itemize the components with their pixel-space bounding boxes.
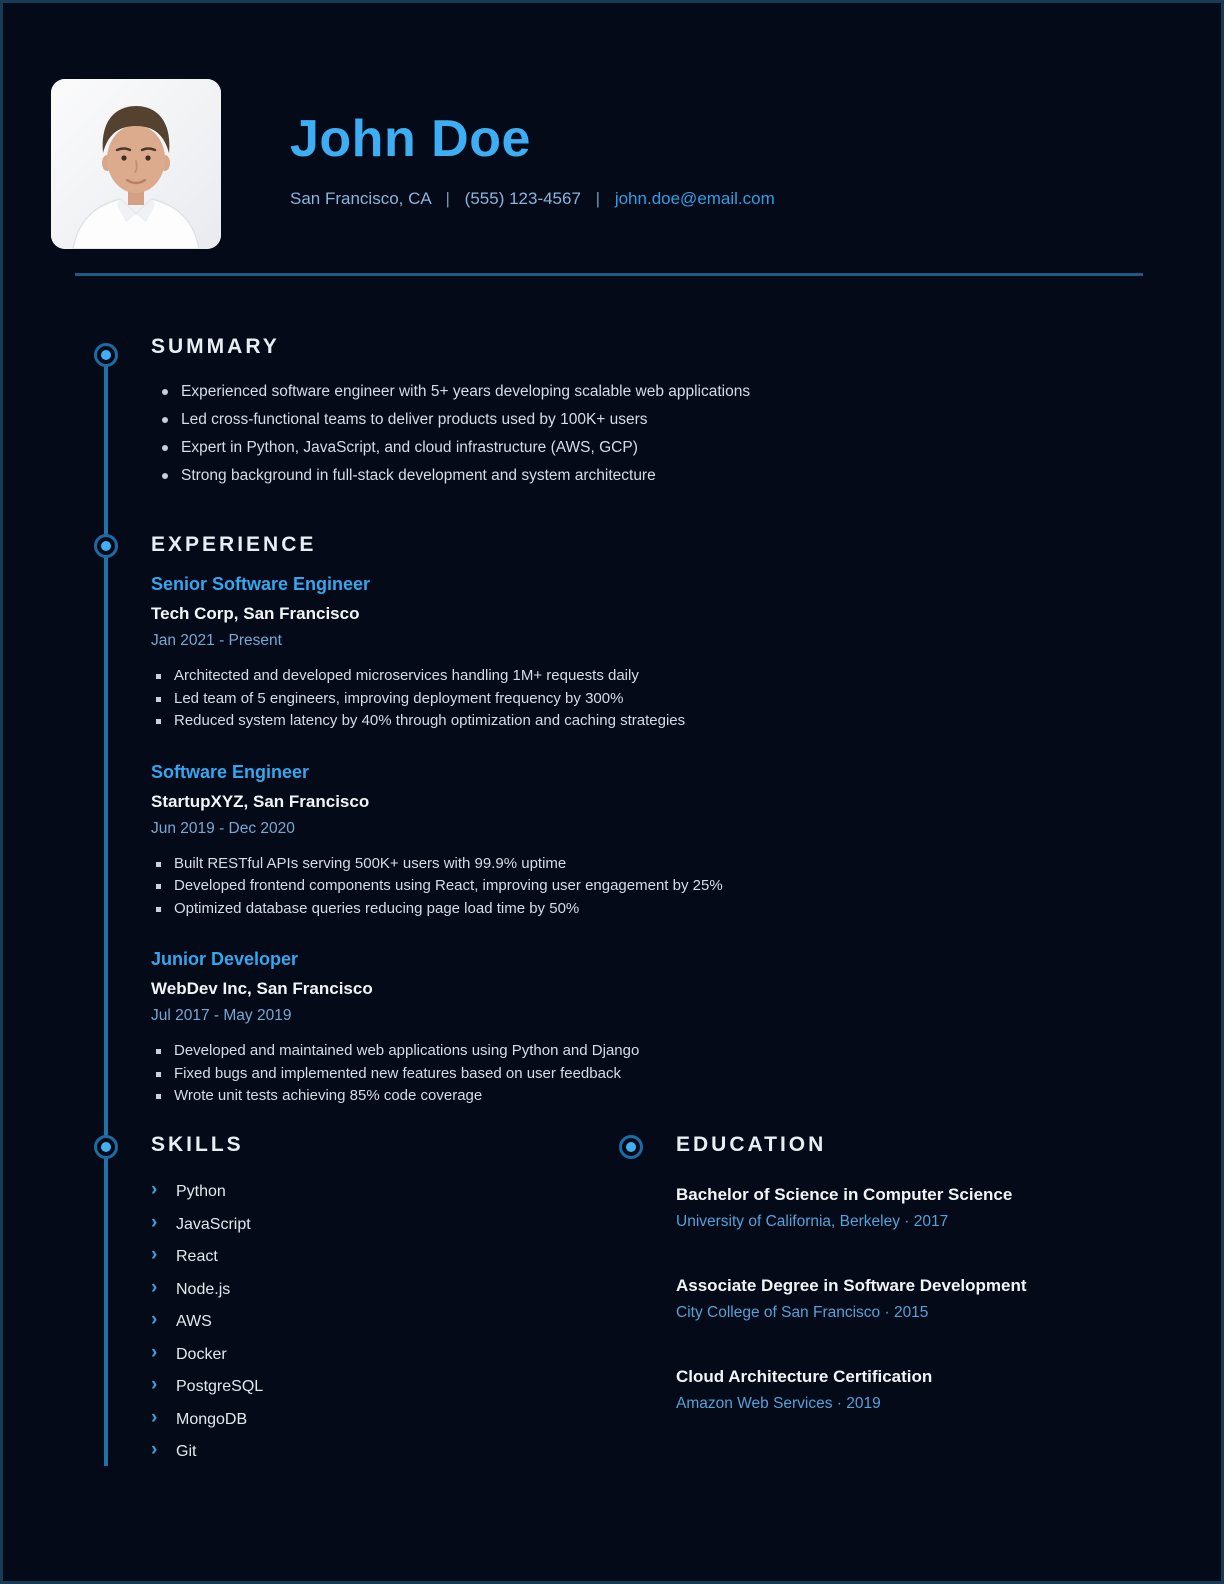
job-dates: Jul 2017 - May 2019 [151,1007,292,1024]
job-bullet: Optimized database queries reducing page load time by 50% [151,898,1111,921]
job-bullet: Wrote unit tests achieving 85% code coverage [151,1085,1111,1108]
summary-list [151,378,1111,490]
job-entry [151,947,1111,1108]
experience-section [151,531,1111,1108]
education-entry [676,1183,1116,1232]
education-degree: Bachelor of Science in Computer Science [676,1185,1013,1204]
education-section [676,1131,1116,1414]
skill-item: › Git [151,1442,531,1462]
education-school: City College of San Francisco · 2015 [676,1304,929,1321]
experience-heading: EXPERIENCE [151,533,317,556]
header-divider [75,273,1143,276]
job-company: Tech Corp, San Francisco [151,604,360,623]
job-bullet: Developed frontend components using React, improving user engagement by 25% [151,875,1111,898]
job-bullet-list [151,853,1111,921]
job-bullet: Built RESTful APIs serving 500K+ users with 99.9% uptime [151,853,1111,876]
email-link[interactable]: john.doe@email.com [614,189,775,208]
education-school: Amazon Web Services · 2019 [676,1395,881,1412]
skill-item: › Docker [151,1345,531,1365]
skill-item: › Node.js [151,1280,531,1300]
timeline-line [104,355,108,1466]
timeline-node-experience [94,534,118,558]
job-bullet-list [151,1040,1111,1108]
skills-list [151,1182,531,1462]
skill-item: › Python [151,1182,531,1202]
summary-bullet: Led cross-functional teams to deliver products used by 100K+ users [151,406,1111,434]
timeline-node-education [619,1135,643,1159]
job-bullet: Developed and maintained web applications using Python and Django [151,1040,1111,1063]
portrait-illustration [51,79,221,249]
job-entry [151,760,1111,921]
separator: | [595,189,601,208]
skill-item: › PostgreSQL [151,1377,531,1397]
skill-item: › React [151,1247,531,1267]
education-entry [676,1365,1116,1414]
skills-heading: SKILLS [151,1133,244,1156]
job-bullet: Fixed bugs and implemented new features based on user feedback [151,1063,1111,1086]
timeline-node-skills [94,1135,118,1159]
job-bullet: Led team of 5 engineers, improving deployment frequency by 300% [151,688,1111,711]
summary-section [151,333,1111,490]
job-bullet-list [151,665,1111,733]
summary-heading: SUMMARY [151,335,280,358]
job-title: Junior Developer [151,949,299,969]
education-heading: EDUCATION [676,1133,827,1156]
summary-bullet: Experienced software engineer with 5+ years developing scalable web applications [151,378,1111,406]
summary-bullet: Strong background in full-stack development and system architecture [151,462,1111,490]
job-company: WebDev Inc, San Francisco [151,979,373,998]
education-degree: Associate Degree in Software Development [676,1276,1027,1295]
skill-item: › AWS [151,1312,531,1332]
education-entry [676,1274,1116,1323]
contact-line [290,189,775,209]
profile-photo [51,79,221,249]
job-company: StartupXYZ, San Francisco [151,791,370,811]
job-title: Software Engineer [151,761,310,782]
job-title: Senior Software Engineer [151,574,371,594]
job-dates: Jun 2019 - Dec 2020 [151,819,295,837]
skill-item: › JavaScript [151,1215,531,1235]
separator: | [445,189,450,208]
timeline-node-summary [94,343,118,367]
person-name: John Doe [290,110,531,168]
job-bullet: Architected and developed microservices handling 1M+ requests daily [151,665,1111,688]
skills-section [151,1131,531,1475]
job-entry [151,572,1111,733]
education-degree: Cloud Architecture Certification [676,1367,933,1386]
job-bullet: Reduced system latency by 40% through optimization and caching strategies [151,710,1111,733]
location-text: San Francisco, CA [290,189,431,208]
education-school: University of California, Berkeley · 2017 [676,1213,949,1230]
phone-text: (555) 123-4567 [464,189,581,208]
summary-bullet: Expert in Python, JavaScript, and cloud infrastructure (AWS, GCP) [151,434,1111,462]
job-dates: Jan 2021 - Present [151,632,282,649]
skill-item: › MongoDB [151,1410,531,1430]
